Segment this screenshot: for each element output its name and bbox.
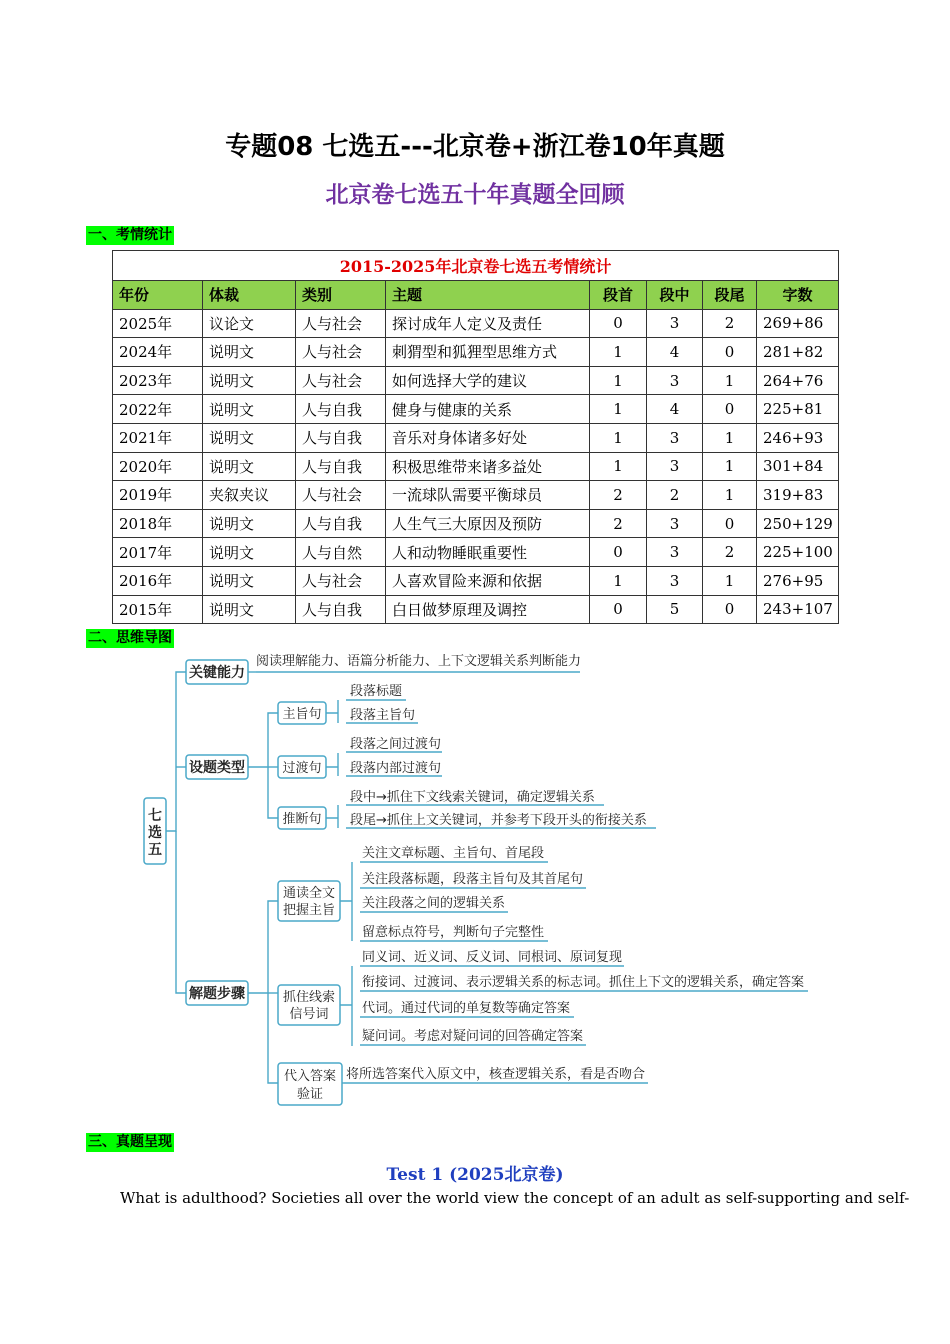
- table-cell: 2: [590, 481, 647, 510]
- leaf-text: 段落内部过渡句: [350, 761, 442, 776]
- table-cell: 3: [647, 309, 703, 338]
- table-cell: 议论文: [203, 309, 296, 338]
- table-header-cell: 年份: [113, 281, 203, 310]
- key-ability-text: 阅读理解能力、语篇分析能力、上下文逻辑关系判断能力: [256, 654, 582, 669]
- table-cell: 225+100: [757, 538, 839, 567]
- table-cell: 人与社会: [296, 366, 386, 395]
- table-cell: 2022年: [113, 395, 203, 424]
- test-heading: Test 1 (2025北京卷): [386, 1165, 564, 1185]
- table-cell: 1: [703, 566, 757, 595]
- table-header-cell: 主题: [386, 281, 590, 310]
- table-cell: 人与自我: [296, 595, 386, 624]
- mindmap-root-char: 七: [148, 808, 162, 824]
- table-cell: 2017年: [113, 538, 203, 567]
- table-cell: 1: [703, 481, 757, 510]
- section-heading-questions: 三、真题呈现: [88, 1134, 172, 1150]
- table-cell: 2021年: [113, 423, 203, 452]
- table-cell: 一流球队需要平衡球员: [386, 481, 590, 510]
- table-cell: 1: [703, 423, 757, 452]
- table-cell: 说明文: [203, 395, 296, 424]
- table-row: [113, 338, 839, 367]
- table-cell: 说明文: [203, 538, 296, 567]
- document-subtitle: 北京卷七选五十年真题全回顾: [325, 182, 625, 208]
- table-cell: 2: [647, 481, 703, 510]
- table-cell: 276+95: [757, 566, 839, 595]
- table-cell: 4: [647, 338, 703, 367]
- node-verify: 代入答案: [283, 1069, 337, 1084]
- node-inference-sentence: 推断句: [282, 812, 322, 827]
- leaf-text: 疑问词。考虑对疑问词的回答确定答案: [362, 1029, 584, 1044]
- table-cell: 积极思维带来诸多益处: [386, 452, 590, 481]
- table-cell: 2018年: [113, 509, 203, 538]
- table-row: [113, 481, 839, 510]
- table-cell: 2019年: [113, 481, 203, 510]
- table-cell: 243+107: [757, 595, 839, 624]
- table-cell: 2: [703, 309, 757, 338]
- table-cell: 说明文: [203, 452, 296, 481]
- table-cell: 人和动物睡眠重要性: [386, 538, 590, 567]
- mindmap-root-char: 五: [148, 842, 162, 858]
- section-heading-mindmap: 二、思维导图: [88, 630, 172, 646]
- table-cell: 说明文: [203, 509, 296, 538]
- node-read-text: 通读全文: [282, 886, 336, 901]
- table-cell: 269+86: [757, 309, 839, 338]
- table-cell: 白日做梦原理及调控: [386, 595, 590, 624]
- leaf-text: 段落主旨句: [350, 708, 416, 723]
- table-cell: 2023年: [113, 366, 203, 395]
- table-cell: 2016年: [113, 566, 203, 595]
- node-read-text: 把握主旨: [282, 903, 336, 918]
- leaf-text: 关注文章标题、主旨句、首尾段: [362, 846, 545, 861]
- table-header-cell: 体裁: [203, 281, 296, 310]
- table-cell: 人与自我: [296, 395, 386, 424]
- table-cell: 2: [590, 509, 647, 538]
- table-row: [113, 595, 839, 624]
- table-header-cell: 字数: [757, 281, 839, 310]
- table-header-row: [113, 281, 839, 310]
- table-cell: 探讨成年人定义及责任: [386, 309, 590, 338]
- leaf-text: 关注段落之间的逻辑关系: [362, 896, 506, 911]
- table-row: [113, 452, 839, 481]
- table-cell: 1: [590, 366, 647, 395]
- table-cell: 2024年: [113, 338, 203, 367]
- table-cell: 说明文: [203, 423, 296, 452]
- leaf-text: 衔接词、过渡词、表示逻辑关系的标志词。抓住上下文的逻辑关系，确定答案: [362, 975, 805, 990]
- table-caption: 2015-2025年北京卷七选五考情统计: [113, 251, 839, 281]
- table-cell: 1: [590, 338, 647, 367]
- mindmap-root-char: 选: [148, 825, 162, 841]
- node-key-ability: 关键能力: [189, 665, 245, 681]
- document-title: 专题08 七选五---北京卷+浙江卷10年真题: [225, 132, 725, 162]
- table-cell: 0: [590, 538, 647, 567]
- table-cell: 264+76: [757, 366, 839, 395]
- node-transition-sentence: 过渡句: [282, 761, 322, 776]
- leaf-text: 关注段落标题，段落主旨句及其首尾句: [362, 872, 584, 887]
- table-row: [113, 395, 839, 424]
- table-row: [113, 566, 839, 595]
- stats-table: [112, 250, 839, 624]
- table-cell: 319+83: [757, 481, 839, 510]
- leaf-text: 段落之间过渡句: [350, 737, 442, 752]
- leaf-text: 段中→抓住下文线索关键词，确定逻辑关系: [350, 790, 595, 805]
- table-cell: 0: [703, 395, 757, 424]
- node-verify: 验证: [296, 1087, 324, 1102]
- table-cell: 人与自然: [296, 538, 386, 567]
- table-cell: 说明文: [203, 366, 296, 395]
- table-cell: 人与社会: [296, 481, 386, 510]
- node-topic-sentence: 主旨句: [282, 707, 322, 722]
- table-cell: 0: [703, 595, 757, 624]
- table-row: [113, 366, 839, 395]
- table-cell: 3: [647, 366, 703, 395]
- table-cell: 301+84: [757, 452, 839, 481]
- node-signal-words: 信号词: [289, 1007, 329, 1022]
- node-solving-steps: 解题步骤: [189, 986, 245, 1002]
- node-signal-words: 抓住线索: [282, 990, 336, 1005]
- table-cell: 281+82: [757, 338, 839, 367]
- table-cell: 人生气三大原因及预防: [386, 509, 590, 538]
- table-cell: 246+93: [757, 423, 839, 452]
- table-cell: 3: [647, 423, 703, 452]
- table-cell: 人与社会: [296, 309, 386, 338]
- table-cell: 2020年: [113, 452, 203, 481]
- table-header-cell: 类别: [296, 281, 386, 310]
- table-cell: 2015年: [113, 595, 203, 624]
- table-cell: 3: [647, 538, 703, 567]
- table-cell: 2: [703, 538, 757, 567]
- table-cell: 人与自我: [296, 452, 386, 481]
- table-cell: 1: [590, 566, 647, 595]
- table-cell: 225+81: [757, 395, 839, 424]
- table-cell: 1: [590, 395, 647, 424]
- table-cell: 1: [703, 452, 757, 481]
- table-cell: 3: [647, 509, 703, 538]
- table-cell: 5: [647, 595, 703, 624]
- leaf-text: 段落标题: [350, 684, 403, 699]
- leaf-text: 代词。通过代词的单复数等确定答案: [362, 1001, 571, 1016]
- table-cell: 250+129: [757, 509, 839, 538]
- table-cell: 0: [703, 338, 757, 367]
- leaf-text: 留意标点符号，判断句子完整性: [362, 925, 545, 940]
- table-cell: 3: [647, 452, 703, 481]
- table-cell: 2025年: [113, 309, 203, 338]
- table-cell: 说明文: [203, 595, 296, 624]
- section-heading-stats: 一、考情统计: [88, 227, 172, 243]
- table-cell: 1: [590, 452, 647, 481]
- table-cell: 4: [647, 395, 703, 424]
- passage-first-line: What is adulthood? Societies all over the world view the concept of an adult as self-supporting and self-: [120, 1189, 910, 1207]
- node-question-types: 设题类型: [189, 760, 245, 776]
- leaf-text: 将所选答案代入原文中，核查逻辑关系，看是否吻合: [346, 1067, 646, 1082]
- table-cell: 0: [703, 509, 757, 538]
- table-row: [113, 309, 839, 338]
- table-cell: 健身与健康的关系: [386, 395, 590, 424]
- table-header-cell: 段首: [590, 281, 647, 310]
- table-row: [113, 538, 839, 567]
- table-cell: 刺猬型和狐狸型思维方式: [386, 338, 590, 367]
- table-cell: 人与社会: [296, 566, 386, 595]
- leaf-text: 同义词、近义词、反义词、同根词、原词复现: [362, 950, 623, 965]
- table-cell: 3: [647, 566, 703, 595]
- table-cell: 说明文: [203, 338, 296, 367]
- table-body: [113, 309, 839, 624]
- table-row: [113, 509, 839, 538]
- table-cell: 说明文: [203, 566, 296, 595]
- table-cell: 人与自我: [296, 509, 386, 538]
- table-cell: 1: [703, 366, 757, 395]
- mind-map: [130, 648, 820, 1110]
- table-cell: 人喜欢冒险来源和依据: [386, 566, 590, 595]
- leaf-text: 段尾→抓住上文关键词，并参考下段开头的衔接关系: [350, 813, 647, 828]
- table-cell: 夹叙夹议: [203, 481, 296, 510]
- table-cell: 0: [590, 309, 647, 338]
- table-cell: 音乐对身体诸多好处: [386, 423, 590, 452]
- table-cell: 人与社会: [296, 338, 386, 367]
- table-cell: 人与自我: [296, 423, 386, 452]
- table-cell: 0: [590, 595, 647, 624]
- table-header-cell: 段中: [647, 281, 703, 310]
- table-cell: 1: [590, 423, 647, 452]
- table-header-cell: 段尾: [703, 281, 757, 310]
- table-cell: 如何选择大学的建议: [386, 366, 590, 395]
- table-row: [113, 423, 839, 452]
